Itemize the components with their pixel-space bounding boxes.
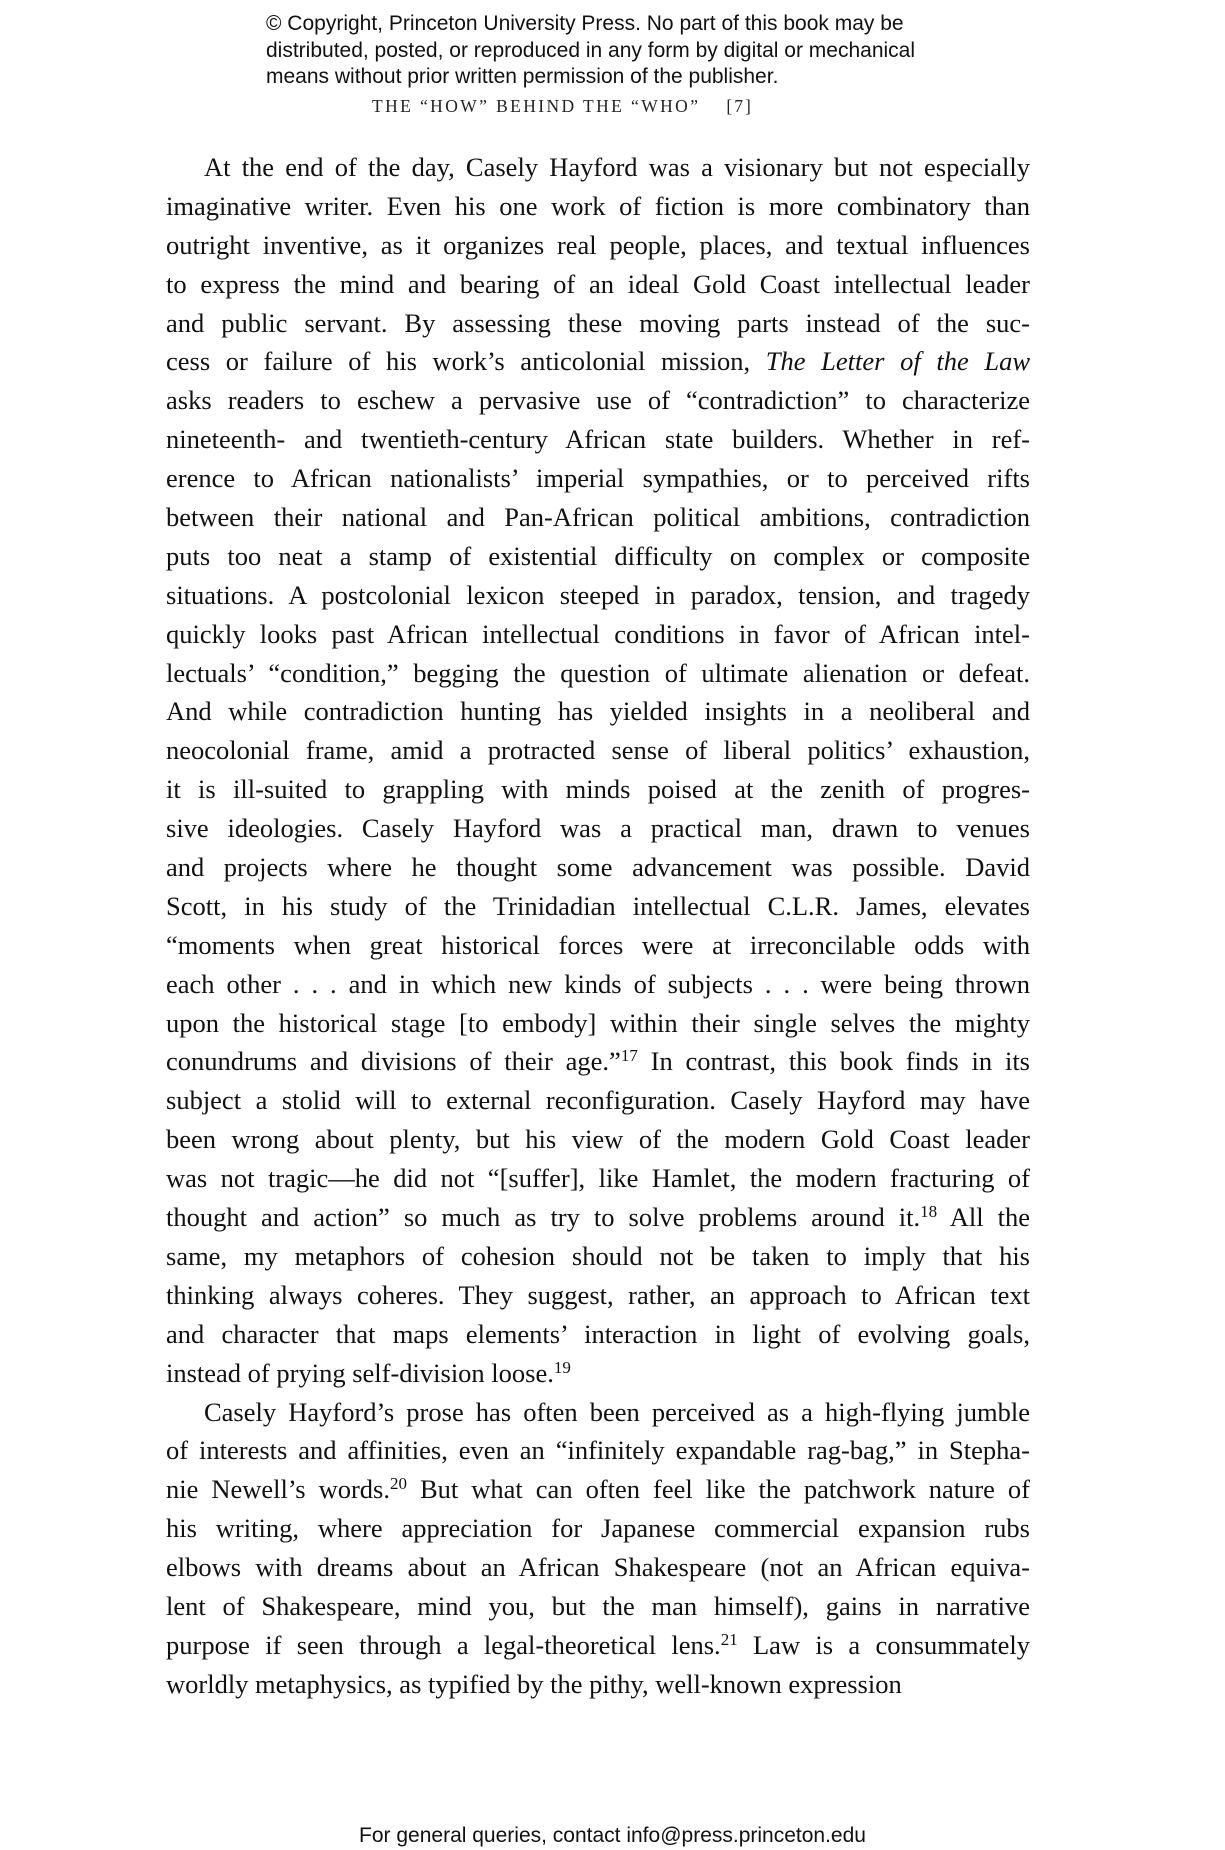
- paragraph-line: [166, 148, 1030, 187]
- body-text: [166, 148, 1030, 1704]
- paragraph-line: [166, 576, 1030, 615]
- copyright-line: distributed, posted, or reproduced in any form by digital or mechanical: [266, 38, 916, 62]
- paragraph-line: [166, 1081, 1030, 1120]
- line-text: subject a stolid will to external reconfiguration. Casely Hayford may have: [166, 1085, 1030, 1116]
- line-text: his writing, where appreciation for Japanese commercial expansion rubs: [166, 1513, 1030, 1544]
- paragraph-line: [166, 342, 1030, 381]
- line-text: lectuals’ “condition,” begging the question of ultimate alienation or defeat.: [166, 657, 1030, 688]
- copyright-line: means without prior written permission of the publisher.: [266, 65, 779, 88]
- paragraph-line: [166, 1393, 1030, 1432]
- paragraph-line: [166, 498, 1030, 537]
- line-text: cess or failure of his work’s anticolonial mission,: [166, 346, 751, 377]
- paragraph-line: [166, 1315, 1030, 1354]
- footnote-marker: 18: [920, 1202, 938, 1222]
- paragraph-line: [166, 1509, 1030, 1548]
- line-text: nineteenth- and twentieth-century African state builders. Whether in ref-: [166, 424, 1030, 455]
- copyright-notice: [266, 11, 1026, 91]
- book-title: The Letter of the Law: [765, 346, 1031, 377]
- paragraph-line: [166, 187, 1030, 226]
- line-text: and public servant. By assessing these moving parts instead of the suc-: [166, 307, 1030, 338]
- line-text: of interests and affinities, even an “infinitely expandable rag-bag,” in Stepha-: [166, 1435, 1030, 1466]
- footnote-marker: 17: [620, 1046, 638, 1066]
- line-text: it is ill-suited to grappling with minds poised at the zenith of progres-: [166, 774, 1030, 805]
- paragraph-line: [166, 1431, 1030, 1470]
- copyright-line: © Copyright, Princeton University Press. No part of this book may be: [266, 12, 904, 35]
- paragraph-line: [166, 965, 1030, 1004]
- paragraph-line: [166, 1120, 1030, 1159]
- line-text: “moments when great historical forces were at irreconcilable odds with: [166, 929, 1030, 960]
- paragraph-line: [166, 848, 1030, 887]
- paragraph-line: [166, 265, 1030, 304]
- paragraph-line: [166, 1548, 1030, 1587]
- paragraph-line: [166, 1159, 1030, 1198]
- paragraph-line: [166, 1198, 1030, 1237]
- line-text: same, my metaphors of cohesion should not be taken to imply that his: [166, 1240, 1030, 1271]
- line-text: sive ideologies. Casely Hayford was a practical man, drawn to venues: [166, 813, 1030, 844]
- line-text: asks readers to eschew a pervasive use of “contradiction” to characterize: [166, 385, 1030, 416]
- line-text: Scott, in his study of the Trinidadian intellectual C.L.R. James, elevates: [166, 890, 1030, 921]
- line-text-continued: In contrast, this book finds in its: [637, 1046, 1030, 1077]
- paragraph-line: [166, 926, 1030, 965]
- line-text: to express the mind and bearing of an ideal Gold Coast intellectual leader: [166, 268, 1030, 299]
- line-text: Casely Hayford’s prose has often been perceived as a high-flying jumble: [204, 1396, 1030, 1427]
- page-number: [7]: [726, 96, 753, 116]
- line-text: outright inventive, as it organizes real people, places, and textual influences: [166, 229, 1030, 260]
- footnote-marker: 21: [720, 1629, 738, 1649]
- paragraph-line: [166, 226, 1030, 265]
- line-text: each other . . . and in which new kinds of subjects . . . were being thrown: [166, 968, 1030, 999]
- line-text: instead of prying self-division loose.: [166, 1357, 554, 1388]
- line-text: nie Newell’s words.: [166, 1474, 390, 1505]
- paragraph-line: [166, 809, 1030, 848]
- paragraph-line: [166, 1626, 1030, 1665]
- paragraph-line: [166, 887, 1030, 926]
- paragraph-line: [166, 459, 1030, 498]
- footer-contact: For general queries, contact info@press.princeton.edu: [359, 1824, 866, 1847]
- paragraph-line: [166, 692, 1030, 731]
- line-text: and character that maps elements’ interaction in light of evolving goals,: [166, 1318, 1030, 1349]
- paragraph-line: [166, 770, 1030, 809]
- line-text-continued: All the: [937, 1202, 1030, 1233]
- line-text: been wrong about plenty, but his view of the modern Gold Coast leader: [166, 1124, 1030, 1155]
- paragraph-line: [166, 1354, 1030, 1393]
- paragraph-line: [166, 381, 1030, 420]
- running-head: [372, 96, 753, 117]
- line-text: imaginative writer. Even his one work of fiction is more combinatory than: [166, 190, 1030, 221]
- paragraph-line: [166, 1470, 1030, 1509]
- line-text: conundrums and divisions of their age.”: [166, 1046, 621, 1077]
- running-head-title: THE “HOW” BEHIND THE “WHO”: [372, 96, 701, 116]
- line-text: between their national and Pan-African political ambitions, contradiction: [166, 502, 1030, 533]
- paragraph-line: [166, 1587, 1030, 1626]
- paragraph-line: [166, 1276, 1030, 1315]
- paragraph-line: [166, 654, 1030, 693]
- line-text: and projects where he thought some advancement was possible. David: [166, 852, 1030, 883]
- line-text: worldly metaphysics, as typified by the pithy, well-known expression: [166, 1668, 902, 1699]
- paragraph-line: [166, 537, 1030, 576]
- paragraph-line: [166, 731, 1030, 770]
- paragraph-line: [166, 304, 1030, 343]
- paragraph-line: [166, 615, 1030, 654]
- line-text: purpose if seen through a legal-theoretical lens.: [166, 1629, 721, 1660]
- footnote-marker: 20: [389, 1474, 407, 1494]
- line-text: quickly looks past African intellectual conditions in favor of African intel-: [166, 618, 1030, 649]
- line-text: was not tragic—he did not “[suffer], like Hamlet, the modern fracturing of: [166, 1163, 1030, 1194]
- line-text: thought and action” so much as try to solve problems around it.: [166, 1202, 921, 1233]
- line-text: elbows with dreams about an African Shakespeare (not an African equiva-: [166, 1552, 1030, 1583]
- line-text: upon the historical stage [to embody] within their single selves the mighty: [166, 1007, 1030, 1038]
- line-text: puts too neat a stamp of existential difficulty on complex or composite: [166, 540, 1030, 571]
- line-text: thinking always coheres. They suggest, rather, an approach to African text: [166, 1279, 1030, 1310]
- line-text: neocolonial frame, amid a protracted sense of liberal politics’ exhaustion,: [166, 735, 1030, 766]
- line-text: And while contradiction hunting has yielded insights in a neoliberal and: [166, 696, 1030, 727]
- line-text: situations. A postcolonial lexicon steeped in paradox, tension, and tragedy: [166, 579, 1030, 610]
- line-text: lent of Shakespeare, mind you, but the man himself), gains in narrative: [166, 1590, 1030, 1621]
- paragraph-line: [166, 420, 1030, 459]
- line-text: erence to African nationalists’ imperial sympathies, or to perceived rifts: [166, 463, 1030, 494]
- line-text-continued: Law is a consummately: [737, 1629, 1030, 1660]
- paragraph-line: [166, 1004, 1030, 1043]
- line-text-continued: But what can often feel like the patchwork nature of: [406, 1474, 1030, 1505]
- paragraph-line: [166, 1237, 1030, 1276]
- paragraph-line: [166, 1665, 1030, 1704]
- line-text: At the end of the day, Casely Hayford was a visionary but not especially: [204, 152, 1030, 182]
- paragraph-line: [166, 1042, 1030, 1081]
- footnote-marker: 19: [553, 1357, 571, 1377]
